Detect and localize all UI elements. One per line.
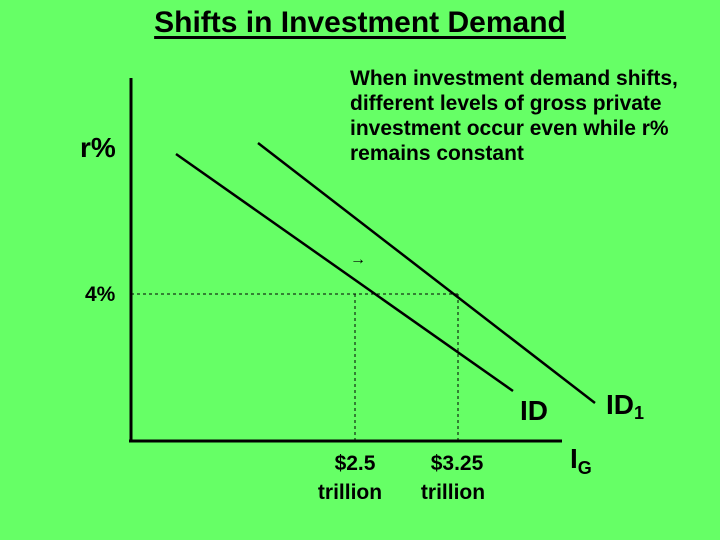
id1-curve: [258, 143, 595, 403]
id1-curve-label: ID1: [606, 389, 645, 423]
page-title: Shifts in Investment Demand: [154, 6, 566, 39]
explanation-text: When investment demand shifts, different levels of gross private investment occur even while r% remains constant: [350, 67, 678, 165]
shift-arrow-icon: →: [350, 251, 366, 268]
id-curve-label: ID: [520, 395, 548, 426]
y-axis-label: r%: [80, 132, 116, 163]
rate-level-label: 4%: [85, 283, 116, 306]
x-axis-label: $I_G$: [570, 443, 592, 478]
tick-label-2-5-amount: $2.5: [334, 452, 376, 475]
id-curve: [176, 154, 513, 391]
tick-label-3-25-amount: $3.25: [430, 452, 484, 475]
tick-label-3-25-unit: trillion: [420, 481, 486, 504]
tick-label-2-5-unit: trillion: [317, 481, 383, 504]
